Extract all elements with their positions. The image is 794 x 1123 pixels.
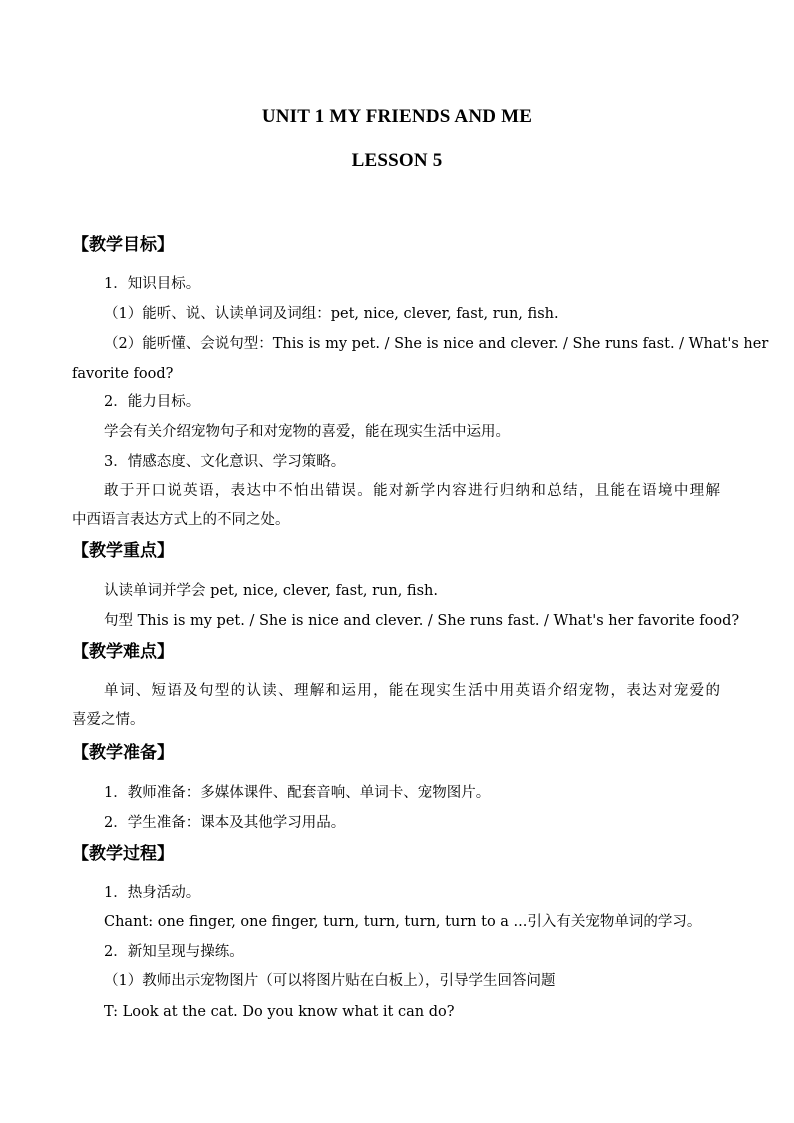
document-title: UNIT 1 MY FRIENDS AND ME [261, 106, 533, 127]
process-item-2: 2．新知呈现与操练。 [104, 944, 244, 960]
objectives-heading: 【教学目标】 [72, 235, 174, 255]
difficulties-heading: 【教学难点】 [72, 642, 174, 662]
preparation-heading: 【教学准备】 [72, 743, 174, 763]
objective-item-1: 1．知识目标。 [104, 276, 201, 292]
objective-item-3-text-line2: 中西语言表达方式上的不同之处。 [72, 512, 290, 528]
key-points-line-1: 认读单词并学会 pet, nice, clever, fast, run, fish. [104, 583, 438, 599]
objective-item-1-2-line2: favorite food? [72, 366, 174, 382]
objective-item-1-1: （1）能听、说、认读单词及词组：pet, nice, clever, fast, run, fish. [104, 306, 559, 322]
lesson-title: LESSON 5 [351, 150, 443, 171]
process-chant-line: Chant: one finger, one finger, turn, turn, turn, turn to a ...引入有关宠物单词的学习。 [104, 914, 702, 930]
key-points-line-2: 句型 This is my pet. / She is nice and clever. / She runs fast. / What's her favorite food? [104, 613, 740, 629]
objective-item-2: 2．能力目标。 [104, 394, 201, 410]
process-item-2-1: （1）教师出示宠物图片（可以将图片贴在白板上），引导学生回答问题 [104, 973, 556, 989]
process-item-1: 1．热身活动。 [104, 885, 201, 901]
preparation-item-1: 1．教师准备：多媒体课件、配套音响、单词卡、宠物图片。 [104, 785, 491, 801]
difficulties-line-1: 单词、短语及句型的认读、理解和运用，能在现实生活中用英语介绍宠物，表达对宠爱的 [104, 683, 720, 699]
process-teacher-line: T: Look at the cat. Do you know what it can do? [104, 1004, 455, 1020]
key-points-heading: 【教学重点】 [72, 541, 174, 561]
objective-item-2-text: 学会有关介绍宠物句子和对宠物的喜爱，能在现实生活中运用。 [104, 424, 510, 440]
objective-item-3: 3．情感态度、文化意识、学习策略。 [104, 454, 346, 470]
objective-item-3-text-line1: 敢于开口说英语，表达中不怕出错误。能对新学内容进行归纳和总结，且能在语境中理解 [104, 483, 720, 499]
difficulties-line-2: 喜爱之情。 [72, 712, 145, 728]
preparation-item-2: 2．学生准备：课本及其他学习用品。 [104, 815, 346, 831]
process-heading: 【教学过程】 [72, 844, 174, 864]
objective-item-1-2-line1: （2）能听懂、会说句型：This is my pet. / She is nice and clever. / She runs fast. / What's her [104, 336, 769, 352]
